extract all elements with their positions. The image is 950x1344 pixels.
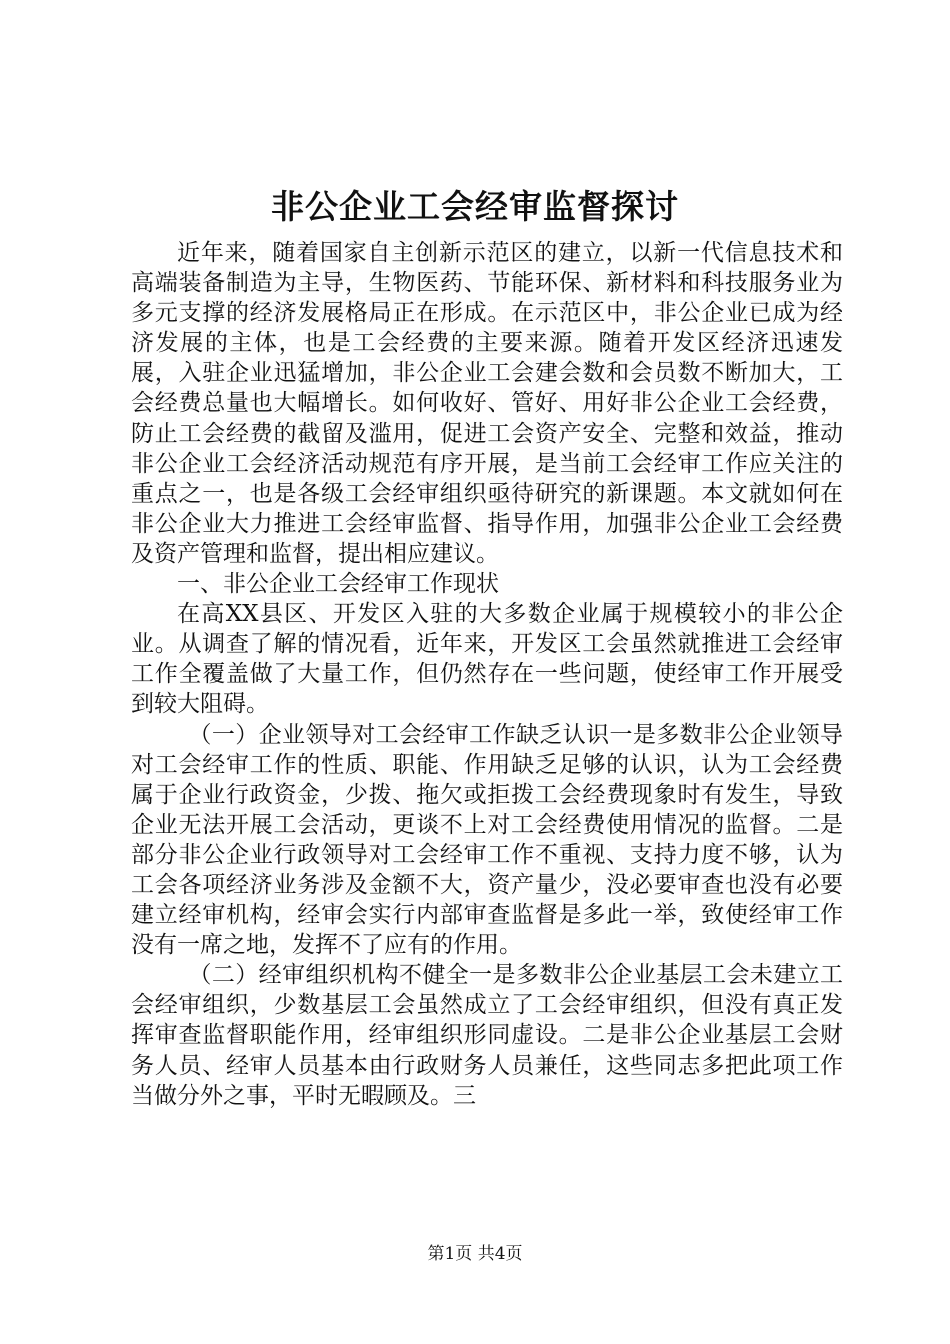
- document-title: 非公企业工会经审监督探讨: [271, 187, 679, 226]
- paragraph-subsection-1: （一）企业领导对工会经审工作缺乏认识一是多数非公企业领导对工会经审工作的性质、职能、作用缺乏足够的认识，认为工会经费属于企业行政资金，少拨、拖欠或拒拨工会经费现象时有发生，导致企业无法开展工会活动，更谈不上对工会经费使用情况的监督。二是部分非公企业行政领导对工会经审工作不重视、支持力度不够，认为工会各项经济业务涉及金额不大，资产量少，没必要审查也没有必要建立经审机构，经审会实行内部审查监督是多此一举，致使经审工作没有一席之地，发挥不了应有的作用。: [131, 721, 843, 959]
- paragraph-subsection-2: （二）经审组织机构不健全一是多数非公企业基层工会未建立工会经审组织，少数基层工会虽然成立了工会经审组织，但没有真正发挥审查监督职能作用，经审组织形同虚设。二是非公企业基层工会财务人员、经审人员基本由行政财务人员兼任，这些同志多把此项工作当做分外之事，平时无暇顾及。三: [131, 962, 843, 1109]
- paragraph-intro: 近年来，随着国家自主创新示范区的建立，以新一代信息技术和高端装备制造为主导，生物医药、节能环保、新材料和科技服务业为多元支撑的经济发展格局正在形成。在示范区中，非公企业已成为经济发展的主体，也是工会经费的主要来源。随着开发区经济迅速发展，入驻企业迅猛增加，非公企业工会建会数和会员数不断加大，工会经费总量也大幅增长。如何收好、管好、用好非公企业工会经费，防止工会经费的截留及滥用，促进工会资产安全、完整和效益，推动非公企业工会经济活动规范有序开展，是当前工会经审工作应关注的重点之一，也是各级工会经审组织亟待研究的新课题。本文就如何在非公企业大力推进工会经审监督、指导作用，加强非公企业工会经费及资产管理和监督，提出相应建议。: [131, 240, 843, 567]
- document-body: [131, 238, 843, 1111]
- section-heading-1: 一、非公企业工会经审工作现状: [177, 571, 499, 598]
- page-footer: 第1页 共4页: [427, 1244, 523, 1264]
- paragraph-status: 在高XX县区、开发区入驻的大多数企业属于规模较小的非公企业。从调查了解的情况看，近年来，开发区工会虽然就推进工会经审工作全覆盖做了大量工作，但仍然存在一些问题，使经审工作开展受到较大阻碍。: [131, 601, 843, 718]
